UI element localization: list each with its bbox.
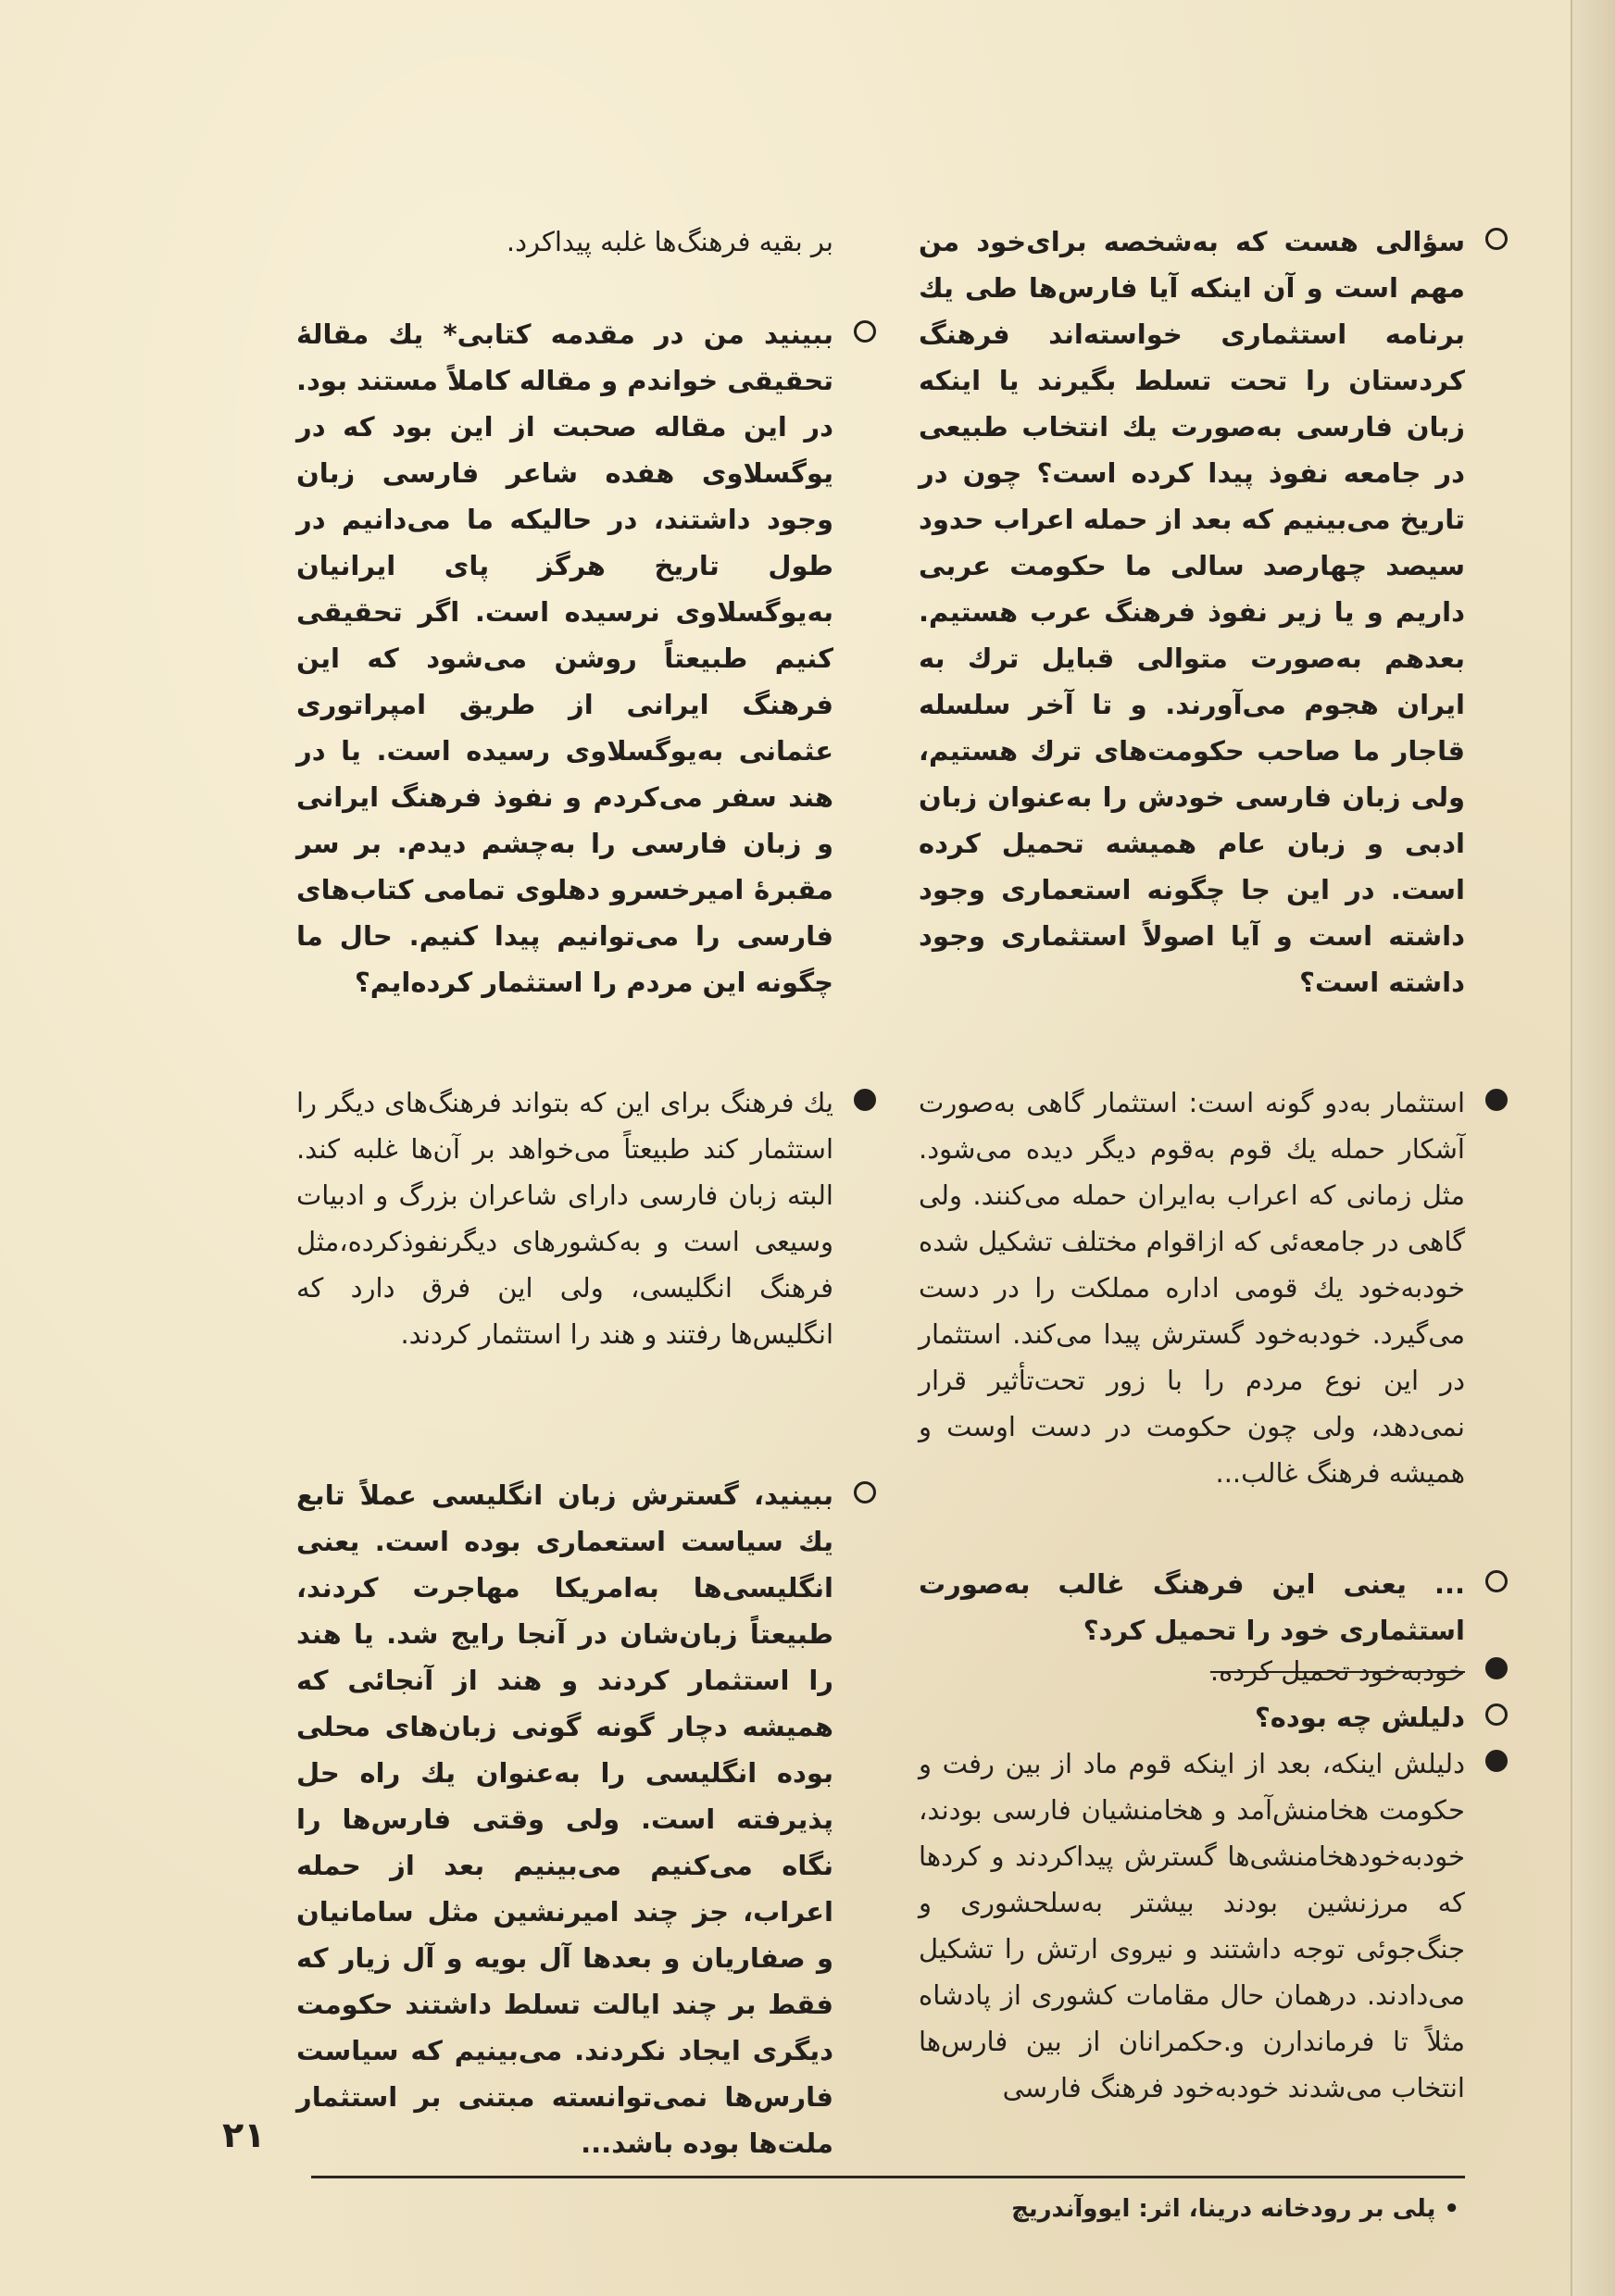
question-paragraph: دلیلش چه بوده؟ bbox=[919, 1694, 1465, 1741]
filled-circle-icon bbox=[1485, 1657, 1508, 1679]
continuation-text: بر بقیه فرهنگ‌ها غلبه پیداکرد. bbox=[506, 226, 833, 257]
footnote: • پلی بر رودخانه درینا، اثر: ایوو‌آندریچ bbox=[1011, 2195, 1459, 2223]
filled-circle-icon bbox=[1485, 1750, 1508, 1772]
question-paragraph: ببینید من در مقدمه کتابی* یك مقالهٔ تحقیقی خواندم و مقاله کاملاً مستند بود. در این مقاله صحبت از این بود که در یوگسلاوی هفده شاعر فارسی زبان وجود داشتند، در حالیکه ما می‌دانیم در طول تاریخ هرگز پای ایرانیان به‌یوگسلاوی نرسیده است. اگر تحقیقی کنیم طبیعتاً روشن می‌شود که این فرهنگ ایرانی از طریق امپراتوری عثمانی به‌یوگسلاوی رسیده است. یا در هند سفر می‌کردم و نفوذ فرهنگ ایرانی و زبان فارسی را به‌چشم دیدم. بر سر مقبرهٔ امیرخسرو دهلوی تمامی کتاب‌های فارسی را می‌توانیم پیدا کنیم. حال ما چگونه این مردم را استثمار کرده‌ایم؟ bbox=[296, 311, 833, 1005]
answer-paragraph: خودبه‌خود تحمیل کرده. bbox=[919, 1648, 1465, 1694]
open-circle-icon bbox=[1485, 1703, 1508, 1726]
answer-paragraph: دلیلش اینکه، بعد از اینکه قوم ماد از بین رفت و حکومت هخامنش‌آمد و هخامنشیان فارسی بودند، خودبه‌خودهخامنشی‌ها گسترش پیداکردند و کردها که مرزنشین بودند بیشتر به‌سلحشوری و جنگ‌جوئی توجه داشتند و نیروی ارتش را تشکیل می‌دادند. درهمان حال مقامات کشوری از پادشاه مثلاً تا فرماندارن و.حکمرانان از بین فارس‌ها انتخاب می‌شدند خودبه‌خود فرهنگ فارسی bbox=[919, 1741, 1465, 2111]
question-paragraph: ... یعنی این فرهنگ غالب به‌صورت استثماری خود را تحمیل کرد؟ bbox=[919, 1561, 1465, 1653]
footnote-divider bbox=[311, 2176, 1465, 2178]
answer-paragraph: یك فرهنگ برای این که بتواند فرهنگ‌های دیگر را استثمار کند طبیعتاً می‌خواهد بر آن‌ها غلبه کند. البته زبان فارسی دارای شاعران بزرگ و ادبیات وسیعی است و به‌کشورهای دیگرنفوذکرده،مثل فرهنگ انگلیسی، ولی این فرق دارد که انگلیس‌ها رفتند و هند را استثمار کردند. bbox=[296, 1079, 833, 1357]
question-paragraph: ببینید، گسترش زبان انگلیسی عملاً تابع یك سیاست استعماری بوده است. یعنی انگلیسی‌ها به‌امریکا مهاجرت کردند، طبیعتاً زبان‌شان در آنجا رایج شد. یا هند را استثمار کردند و هند از آنجائی که همیشه دچار گونه گونی زبان‌های محلی بوده انگلیسی را به‌عنوان یك راه حل پذیرفته است. ولی وقتی فارس‌ها را نگاه می‌کنیم می‌بینیم بعد از حمله اعراب، جز چند امیرنشین مثل سامانیان و صفاریان و بعدها آل بویه و آل زیار که فقط بر چند ایالت تسلط داشتند حکومت دیگری ایجاد نکردند. می‌بینیم که سیاست فارس‌ها نمی‌توانسته مبتنی بر استثمار ملت‌ها بوده باشد... bbox=[296, 1472, 833, 2166]
filled-circle-icon bbox=[854, 1089, 876, 1111]
open-circle-icon bbox=[854, 320, 876, 343]
answer-paragraph: استثمار به‌دو گونه است: استثمار گاهی به‌صورت آشکار حمله یك قوم به‌قوم دیگر دیده می‌شود. مثل زمانی که اعراب به‌ایران حمله می‌کنند. ولی گاهی در جامعه‌ئی که ازاقوام مختلف تشکیل شده خودبه‌خود یك قومی اداره مملکت را در دست می‌گیرد. خودبه‌خود گسترش پیدا می‌کند. استثمار در این نوع مردم را با زور تحت‌تأثیر قرار نمی‌دهد، ولی چون حکومت در دست اوست و همیشه فرهنگ غالب... bbox=[919, 1079, 1465, 1496]
page-number: ۲۱ bbox=[222, 2115, 266, 2155]
open-circle-icon bbox=[1485, 1570, 1508, 1592]
filled-circle-icon bbox=[1485, 1089, 1508, 1111]
open-circle-icon bbox=[1485, 228, 1508, 250]
page-edge bbox=[1571, 0, 1615, 2296]
open-circle-icon bbox=[854, 1481, 876, 1504]
question-paragraph: سؤالی هست که به‌شخصه برای‌خود من مهم است و آن اینکه آیا فارس‌ها طی یك برنامه استثماری خواسته‌اند فرهنگ کردستان را تحت تسلط بگیرند یا اینکه زبان فارسی به‌صورت یك انتخاب طبیعی در جامعه نفوذ پیدا کرده است؟ چون در تاریخ می‌بینیم که بعد از حمله اعراب حدود سیصد چهارصد سالی ما حکومت عربی داریم و یا زیر نفوذ فرهنگ عرب هستیم. بعدهم به‌صورت متوالی قبایل ترك به ایران هجوم می‌آورند. و تا آخر سلسله قاجار ما صاحب حکومت‌های ترك هستیم، ولی زبان فارسی خودش را به‌عنوان زبان ادبی و زبان عام همیشه تحمیل کرده است. در این جا چگونه استعماری وجود داشته است و آیا اصولاً استثماری وجود داشته است؟ bbox=[919, 218, 1465, 1005]
